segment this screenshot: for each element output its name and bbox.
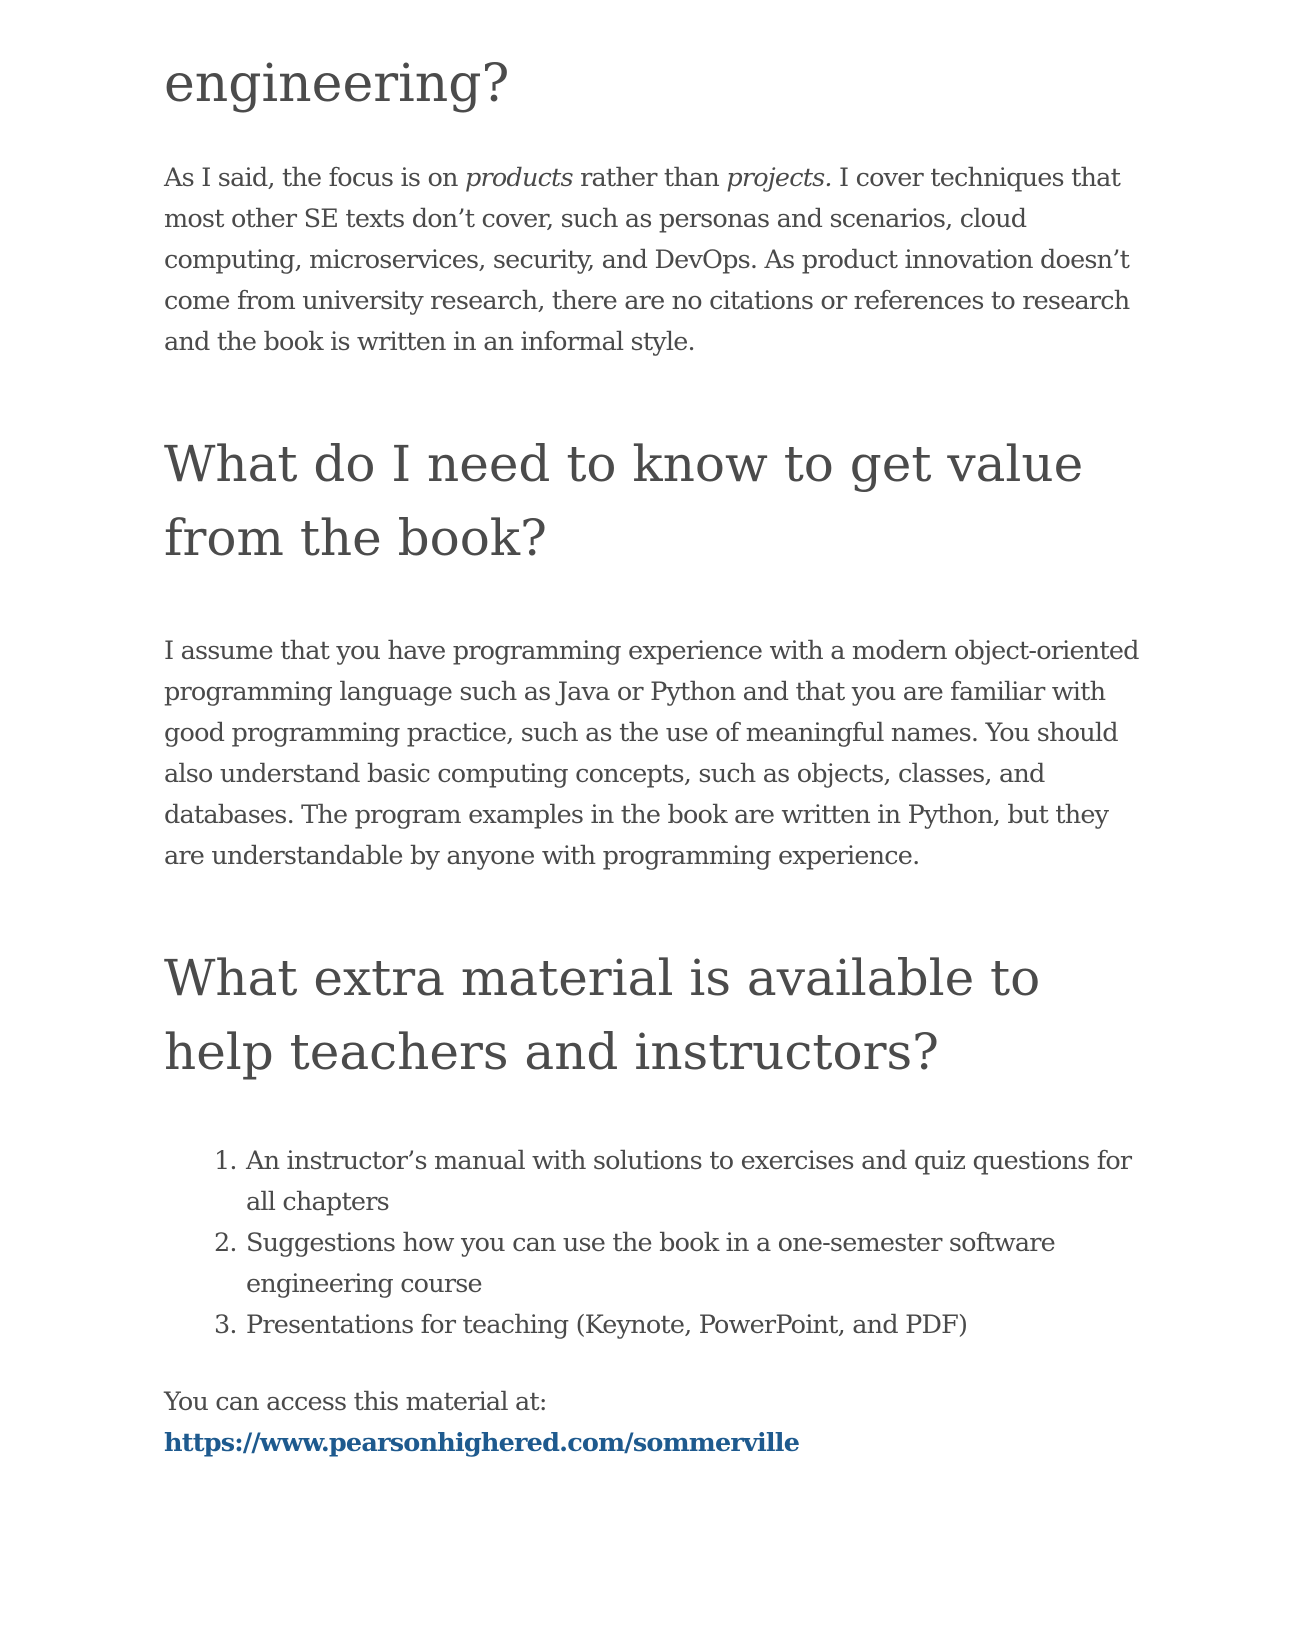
- list-item: 3. Presentations for teaching (Keynote, PowerPoint, and PDF): [244, 1305, 1154, 1346]
- materials-list: [164, 1141, 1154, 1346]
- heading-engineering: engineering?: [164, 54, 510, 114]
- paragraph-focus-text-1: As I said, the focus is on: [164, 163, 465, 193]
- heading-extra-material: What extra material is available to help teachers and instructors?: [164, 949, 1041, 1081]
- heading-what-do-i-need: What do I need to know to get value from the book?: [164, 435, 1084, 567]
- access-text: You can access this material at:: [164, 1387, 547, 1417]
- paragraph-focus-text-3: I cover techniques that most other SE texts don’t cover, such as personas and scenarios, cloud computing, microservices, security, and DevOps. As product innovation doesn’t come from university research, there are no citations or references to research and the book is written in an informal style.: [164, 163, 1130, 357]
- paragraph-access: [164, 1382, 1154, 1464]
- emphasis-products: products: [464, 163, 573, 193]
- emphasis-projects: projects.: [726, 163, 832, 193]
- paragraph-prerequisites: I assume that you have programming experience with a modern object-oriented programming language such as Java or Python and that you are familiar with good programming practice, such as the use of meaningful names. You should also understand basic computing concepts, such as objects, classes, and databases. The program examples in the book are written in Python, but they are understandable by anyone with programming experience.: [164, 636, 1139, 871]
- paragraph-focus-text-2: rather than: [572, 163, 727, 193]
- list-item: 2. Suggestions how you can use the book in a one-semester software engineering course: [244, 1223, 1154, 1305]
- document-page: [164, 0, 1154, 1464]
- pearson-link[interactable]: https://www.pearsonhighered.com/sommerville: [164, 1428, 800, 1458]
- list-item: 1. An instructor’s manual with solutions to exercises and quiz questions for all chapters: [244, 1141, 1154, 1223]
- paragraph-focus: [164, 158, 1154, 363]
